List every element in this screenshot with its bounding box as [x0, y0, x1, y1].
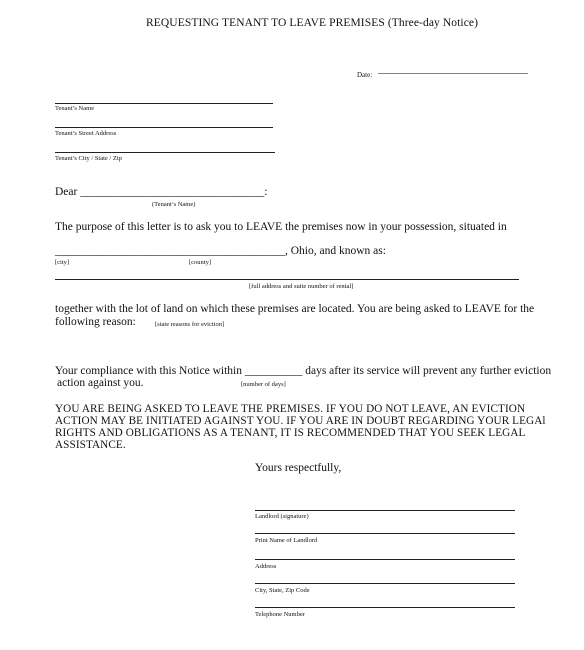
landlord-name-line [255, 533, 515, 534]
warning-line-2: ACTION MAY BE INITIATED AGAINST YOU. IF YOU ARE IN DOUBT REGARDING YOUR LEGAl [55, 415, 546, 427]
date-label: Date: [357, 71, 373, 79]
landlord-address-label: Address [255, 563, 277, 570]
tenant-city-label: Tenant’s City / State / Zip [55, 155, 122, 162]
landlord-address-line [255, 559, 515, 560]
landlord-city-line [255, 583, 515, 584]
document-title: REQUESTING TENANT TO LEAVE PREMISES (Three-day Notice) [146, 17, 479, 29]
landlord-signature-label: Landlord (signature) [255, 513, 309, 520]
salutation-hint: (Tenant’s Name) [152, 201, 196, 208]
city-hint: [city] [55, 259, 70, 266]
landlord-phone-label: Telephone Number [255, 611, 305, 618]
location-line: ________________________________________, Ohio, and known as: [55, 245, 386, 257]
days-hint: [number of days] [241, 381, 286, 388]
address-line [55, 279, 519, 280]
purpose-text: The purpose of this letter is to ask you to LEAVE the premises now in your possession, situated in [55, 221, 507, 233]
address-hint: [full address and suite number of rental] [249, 283, 354, 290]
closing: Yours respectfully, [255, 462, 342, 474]
reason-hint: [state reasons for eviction] [155, 321, 225, 328]
tenant-street-label: Tenant’s Street Address [55, 130, 117, 137]
tenant-street-line [55, 127, 273, 128]
date-blank: ______________________________ [378, 64, 528, 75]
salutation: Dear ________________________________: [55, 186, 268, 198]
warning-line-1: YOU ARE BEING ASKED TO LEAVE THE PREMISES. IF YOU DO NOT LEAVE, AN EVICTION [55, 403, 526, 415]
warning-line-4: ASSISTANCE. [55, 439, 126, 451]
landlord-city-label: City, State, Zip Code [255, 587, 310, 594]
county-hint: [county] [189, 259, 212, 266]
warning-line-3: RIGHTS AND OBLIGATIONS AS A TENANT, IT IS RECOMMENDED THAT YOU SEEK LEGAL [55, 427, 526, 439]
compliance-text-2: action against you. [57, 377, 144, 389]
landlord-phone-line [255, 607, 515, 608]
landlord-name-label: Print Name of Landlord [255, 537, 318, 544]
tenant-city-line [55, 152, 275, 153]
compliance-text-1: Your compliance with this Notice within __________ days after its service will prevent any further eviction [55, 365, 552, 377]
tenant-name-line [55, 103, 273, 104]
reason-text-1: together with the lot of land on which these premises are located. You are being asked to LEAVE for the [55, 303, 535, 315]
landlord-signature-line [255, 510, 515, 511]
reason-text-2: following reason: [55, 316, 136, 328]
tenant-name-label: Tenant’s Name [55, 105, 95, 112]
